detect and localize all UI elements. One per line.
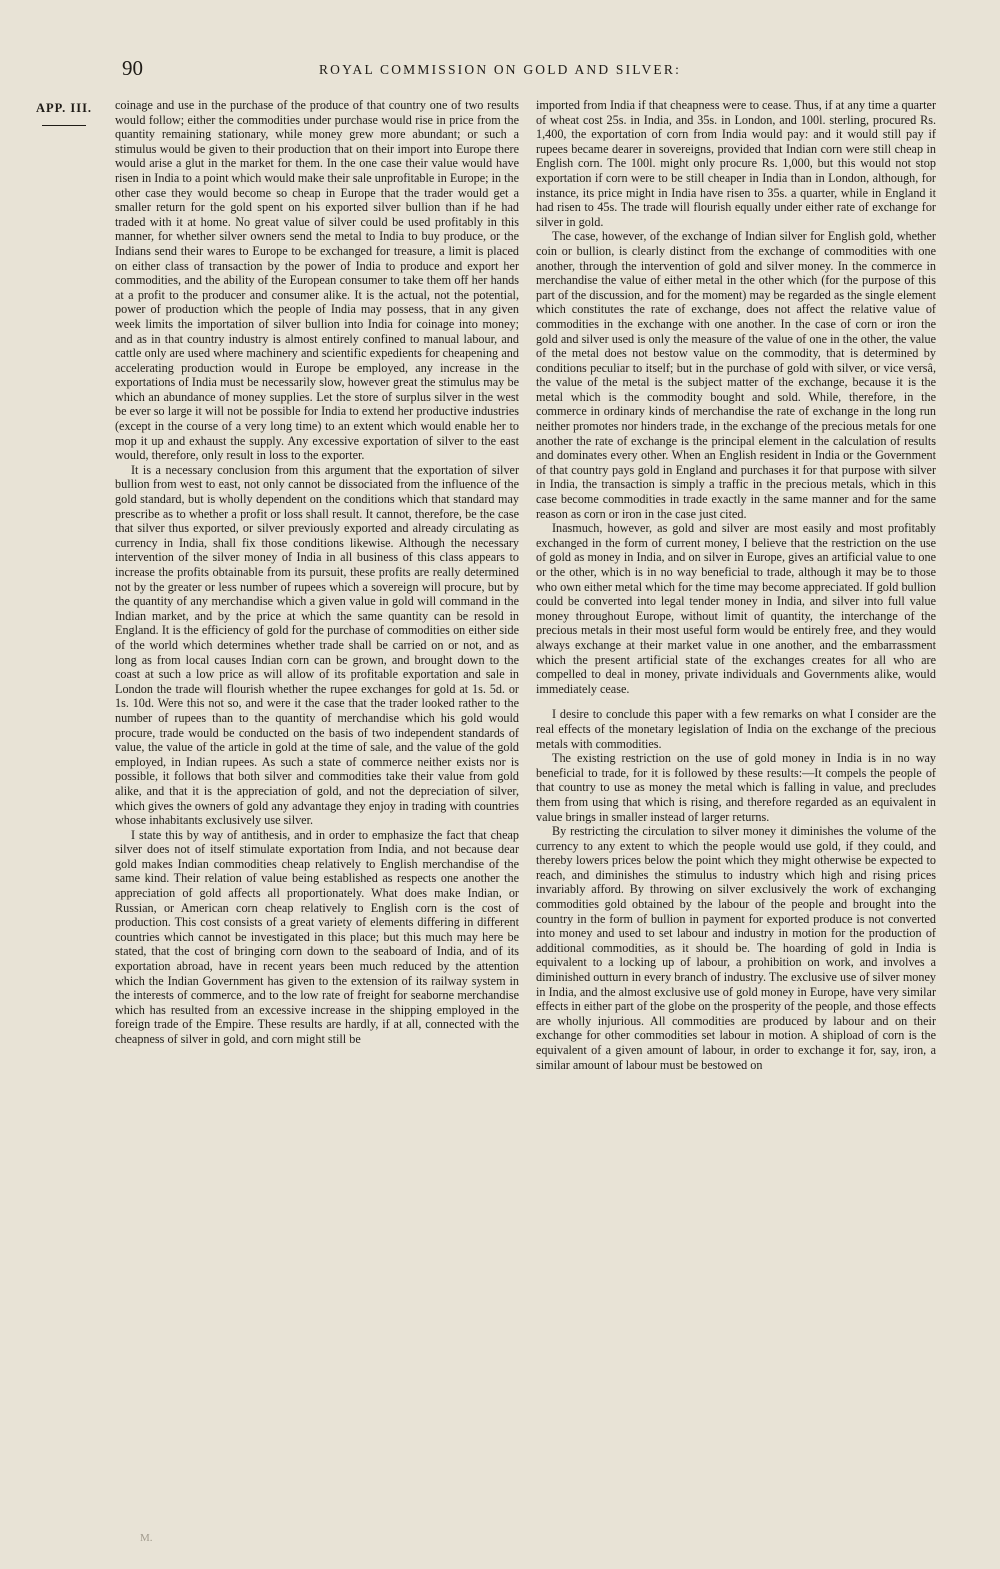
running-title: ROYAL COMMISSION ON GOLD AND SILVER: <box>318 62 682 77</box>
paragraph: The existing restriction on the use of gold money in India is in no way beneficial to trade, for it is followed by these results:—It compels the people of that country to use as money the metal which is falling in value, and precludes them from using that which is rising, and therefore regarded as an equivalent in value brings in smaller instead of larger returns. <box>536 751 936 824</box>
right-column <box>536 98 936 1072</box>
appendix-label: APP. III. <box>35 101 93 115</box>
paragraph: By restricting the circulation to silver money it diminishes the volume of the currency to any extent to which the people would use gold, if they could, and thereby lowers prices below the point which they might otherwise be expected to reach, and diminishes the stimulus to industry which high and rising prices invariably afford. By throwing on silver exclusively the work of exchanging commodities gold obtained by the labour of the people and brought into the country in the form of bullion in payment for exported produce is not converted into money and used to set labour and industry in motion for the production of additional commodities, as it should be. The hoarding of gold in India is equivalent to a locking up of labour, a prohibition on work, and involves a diminished outturn in every branch of industry. The exclusive use of silver money in India, and the almost exclusive use of gold money in Europe, have very similar effects in either part of the globe on the prosperity of the people, and those effects are wholly injurious. All commodities are produced by labour and on their exchange for other commodities set labour in motion. A shipload of corn is the equivalent of a given amount of labour, in order to exchange it for, say, iron, a similar amount of labour must be bestowed on <box>536 824 936 1072</box>
paragraph: It is a necessary conclusion from this argument that the exportation of silver bullion from west to east, not only cannot be dissociated from the influence of the gold standard, but is wholly dependent on the conditions which that standard may prescribe as to whether a profit or loss shall result. It cannot, therefore, be the case that silver thus exported, or silver previously exported and already circulating as currency in India, shall fix those conditions likewise. Although the necessary intervention of the silver money of India in all business of this class appears to increase the profits obtainable from its pursuit, these profits are really determined not by the greater or less number of rupees which a sovereign will procure, but by the quantity of any merchandise which a given value in gold will command in the Indian market, and by the price at which the same quantity can be resold in England. It is the efficiency of gold for the purchase of commodities on either side of the world which determines whether trade shall be carried on or not, and as long as from local causes Indian corn can be grown, and brought down to the coast at such a low price as will allow of its profitable exportation and sale in London the trade will flourish whether the rupee exchanges for gold at 1s. 5d. or 1s. 10d. Were this not so, and were it the case that the trader looked rather to the number of rupees than to the quantity of merchandise which his gold would procure, trade would be conducted on the basis of two independent standards of value, the value of the article in gold at the time of sale, and the value of the gold employed, in Indian rupees. As such a state of commerce neither exists nor is possible, it follows that both silver and commodities take their value from gold alike, and that it is the appreciation of gold, and not the depreciation of silver, which gives the owners of gold any advantage they enjoy in trading with countries whose inhabitants exclusively use silver. <box>115 462 519 828</box>
paragraph: imported from India if that cheapness were to cease. Thus, if at any time a quarter of wheat cost 25s. in India, and 35s. in London, and 100l. sterling, procured Rs. 1,400, the exportation of corn from India would pay: and it would still pay if rupees became dearer in sovereigns, provided that Indian corn were still cheap in English corn. The 100l. might only procure Rs. 1,000, but this would not stop exportation if corn were to be still cheaper in India than in London, although, for instance, its price might in India have risen to 35s. a quarter, while in England it had risen to 45s. The trade will flourish equally under either rate of exchange for silver in gold. <box>536 98 936 229</box>
margin-rule <box>42 125 86 126</box>
paragraph: Inasmuch, however, as gold and silver are most easily and most profitably exchanged in the form of current money, I believe that the restriction on the use of gold as money in India, and on silver in Europe, gives an artificial value to one or the other, which is in no way beneficial to trade, although it may be to those who own either metal which for the time may become appreciated. If gold bullion could be converted into legal tender money in India, and silver into full value money throughout Europe, without limit of quantity, the interchange of the precious metals in their most useful form would be entirely free, and they would always exchange at their market value in one another, and the embarrassment which the present artificial state of the exchanges creates for all who are compelled to deal in money, private individuals and Governments alike, would immediately cease. <box>536 521 936 696</box>
paragraph: coinage and use in the purchase of the produce of that country one of two results would follow; either the commodities under purchase would rise in price from the quantity remaining stationary, while money grew more abundant; or such a stimulus would be given to their production that on their import into Europe there would arise a glut in the market for them. In the one case their value would have risen in India to a point which would make their sale unprofitable in Europe; in the other case they would become so cheap in Europe that the trader would get a smaller return for the gold spent on his exported silver bullion than if he had traded with it at home. No great value of silver could be used profitably in this manner, for whether silver owners send the metal to India to buy produce, or the Indians send their wares to Europe to be exchanged for treasure, a limit is placed on either class of transaction by the power of India to produce and export her commodities, and the ability of the European consumer to take them off her hands at a profit to the producer and consumer alike. It is the actual, not the potential, power of production which the people of India may possess, that in any given week limits the importation of silver bullion into India for coinage into money; and as in that country industry is almost entirely confined to manual labour, and cattle only are used where machinery and scientific expedients for cheapening and accelerating production would in Europe be employed, any increase in the exportations of India must be necessarily slow, however great the stimulus may be which an abundance of money supplies. Let the store of surplus silver in the west be ever so large it will not be possible for India to extend her productive industries (except in the course of a very long time) to an extent which would enable her to mop it up and exhaust the supply. Any excessive exportation of silver to the east would, therefore, only result in loss to the exporter. <box>115 98 519 463</box>
signature-mark: M. <box>140 1532 153 1544</box>
left-column <box>115 98 519 1047</box>
page-number: 90 <box>122 56 143 80</box>
running-header <box>0 56 1000 82</box>
paragraph: I desire to conclude this paper with a few remarks on what I consider are the real effects of the monetary legislation of India on the exchange of the precious metals with commodities. <box>536 707 936 751</box>
margin-note <box>34 101 94 126</box>
paragraph: I state this by way of antithesis, and in order to emphasize the fact that cheap silver does not of itself stimulate exportation from India, and not because dear gold makes Indian commodities cheap relatively to English merchandise of the same kind. Their relation of value being established as respects one another the appreciation of gold affects all proportionately. What does make Indian, or Russian, or American corn cheap relatively to English corn is the cost of production. This cost consists of a great variety of elements differing in different countries which cannot be investigated in this place; but this much may here be stated, that the cost of bringing corn down to the seaboard of India, and of its exportation abroad, have in recent years been much reduced by the attention which the Indian Government has given to the extension of its railway system in the interests of commerce, and to the low rate of freight for seaborne merchandise which has resulted from an excessive increase in the shipping employed in the foreign trade of the Empire. These results are hardly, if at all, connected with the cheapness of silver in gold, and corn might still be <box>115 827 519 1046</box>
paragraph: The case, however, of the exchange of Indian silver for English gold, whether coin or bullion, is clearly distinct from the exchange of commodities with one another, through the intervention of gold and silver money. In the commerce in merchandise the value of either metal in the other which (for the purpose of this part of the discussion, and for the moment) may be regarded as the single element which constitutes the rate of exchange, does not affect the relative value of commodities in the exchange with one another. In the case of corn or iron the gold and silver used is only the measure of the value of one in the other, the value of the metal does not bestow value on the commodity, that is determined by conditions peculiar to itself; but in the purchase of gold with silver, or vice versâ, the value of the metal is the subject matter of the exchange, because it is the metal which is the commodity bought and sold. While, therefore, in the commerce in ordinary kinds of merchandise the rate of exchange in the long run neither promotes nor hinders trade, in the exchange of the precious metals for one another the rate of exchange is the principal element in the calculation of results and dominates every other. When an English resident in India or the Government of that country pays gold in England and purchases it for that purpose with silver in India, the transaction is simply a traffic in the precious metals, which in this case become commodities in trade exactly in the same manner and for the same reason as corn or iron in the case just cited. <box>536 229 936 521</box>
